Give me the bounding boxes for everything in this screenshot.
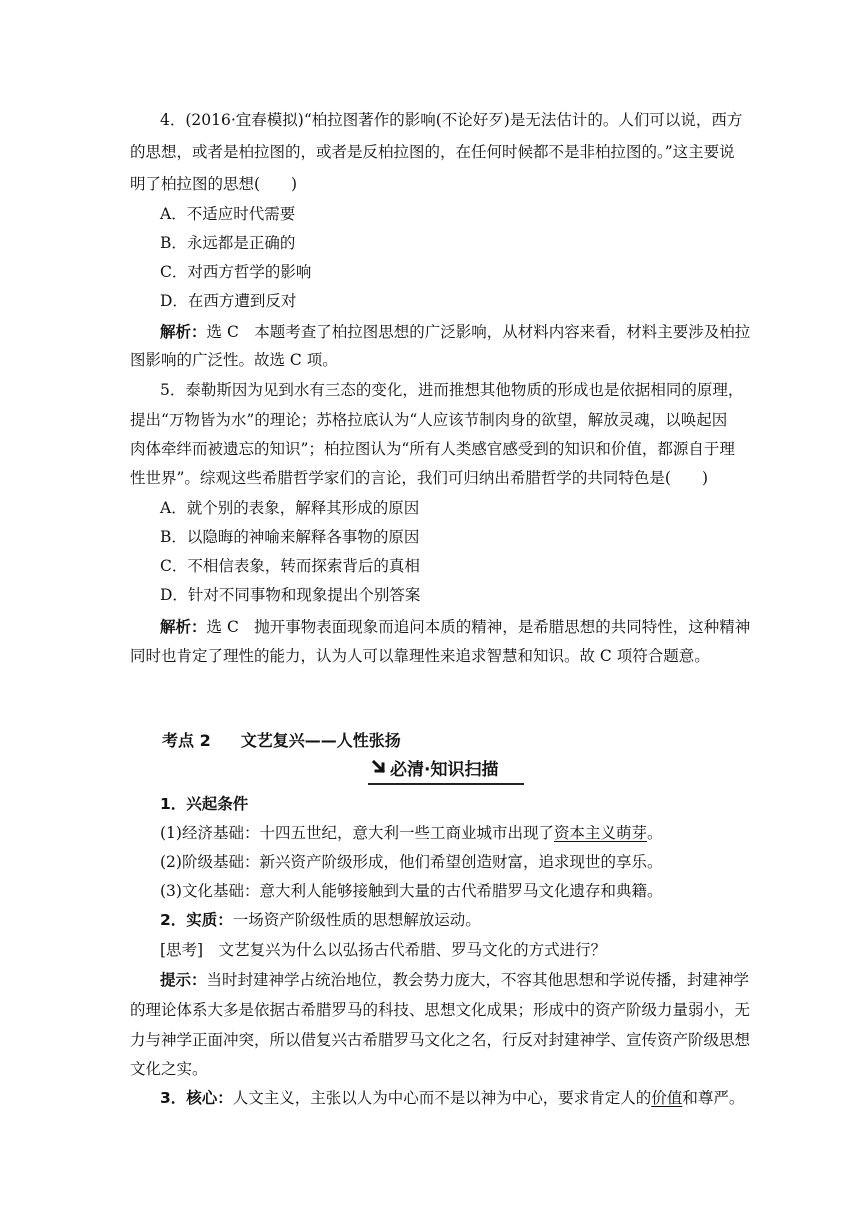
q5-option-d: D．针对不同事物和现象提出个别答案 bbox=[160, 586, 421, 604]
think-question bbox=[160, 940, 606, 960]
essence-text: 一场资产阶级性质的思想解放运动。 bbox=[232, 911, 481, 929]
analysis-label: 解析： bbox=[160, 617, 207, 636]
tip-line3: 力与神学正面冲突，所以借复兴古希腊罗马文化之名，行反对封建神学、宣传资产阶级思想 bbox=[130, 1031, 751, 1049]
q4-stem-line3: 明了柏拉图的思想( ) bbox=[130, 175, 298, 193]
essence-line bbox=[160, 910, 481, 930]
q5-option-c: C．不相信表象，转而探索背后的真相 bbox=[160, 557, 420, 575]
core-text-end: 和尊严。 bbox=[682, 1089, 745, 1107]
essence-label: 2．实质： bbox=[160, 911, 233, 929]
think-text: 文艺复兴为什么以弘扬古代希腊、罗马文化的方式进行？ bbox=[203, 941, 607, 959]
tip-line2: 的理论体系大多是依据古希腊罗马的科技、思想文化成果；形成中的资产阶级力量弱小，无 bbox=[130, 1001, 751, 1019]
q5-stem-line3: 肉体牵绊而被遗忘的知识”；柏拉图认为“所有人类感官感受到的知识和价值，都源自于理 bbox=[130, 440, 735, 458]
q4-stem-line1: 4．(2016·宜春模拟)“柏拉图著作的影响(不论好歹)是无法估计的。人们可以说，西方 bbox=[160, 111, 743, 129]
analysis-text: 选 C 本题考查了柏拉图思想的广泛影响，从材料内容来看，材料主要涉及柏拉 bbox=[206, 323, 751, 341]
analysis-text: 选 C 抛开事物表面现象而追问本质的精神，是希腊思想的共同特性，这种精神 bbox=[206, 618, 751, 636]
tip-line1 bbox=[160, 970, 749, 990]
q5-analysis-line1 bbox=[160, 617, 750, 637]
underlined-term: 价值 bbox=[651, 1089, 683, 1107]
core-line bbox=[160, 1088, 744, 1108]
punctuation: 。 bbox=[646, 824, 663, 842]
analysis-label: 解析： bbox=[160, 322, 207, 341]
tip-text: 当时封建神学占统治地位，教会势力庞大，不容其他思想和学说传播，封建神学 bbox=[206, 971, 750, 989]
underlined-term: 资本主义萌芽 bbox=[553, 824, 647, 842]
q4-analysis-line1 bbox=[160, 322, 750, 342]
heading-rise-conditions: 1．兴起条件 bbox=[160, 795, 249, 813]
core-label: 3．核心： bbox=[160, 1089, 233, 1107]
q5-stem-line4: 性世界”。综观这些希腊哲学家们的言论，我们可归纳出希腊哲学的共同特色是( ) bbox=[130, 469, 709, 487]
arrow-down-right-icon bbox=[368, 757, 390, 783]
core-text: 人文主义，主张以人为中心而不是以神为中心，要求肯定人的 bbox=[232, 1089, 652, 1107]
section-title: 文艺复兴——人性张扬 bbox=[240, 731, 401, 750]
section-heading bbox=[162, 728, 401, 751]
tip-label: 提示： bbox=[160, 970, 207, 989]
q5-analysis-line2: 同时也肯定了理性的能力，认为人可以靠理性来追求智慧和知识。故 C 项符合题意。 bbox=[130, 647, 710, 665]
q5-stem-line2: 提出“万物皆为水”的理论；苏格拉底认为“人应该节制肉身的欲望，解放灵魂，以唤起因 bbox=[130, 411, 728, 429]
think-label: [思考] bbox=[160, 941, 204, 959]
economic-basis bbox=[160, 823, 663, 843]
q4-option-a: A．不适应时代需要 bbox=[160, 205, 296, 223]
q4-option-d: D．在西方遭到反对 bbox=[160, 292, 297, 310]
q4-stem-line2: 的思想，或者是柏拉图的，或者是反柏拉图的，在任何时候都不是非柏拉图的。”这主要说 bbox=[130, 143, 735, 161]
section-number: 考点 2 bbox=[162, 731, 211, 750]
tip-line4: 文化之实。 bbox=[130, 1060, 208, 1078]
economic-basis-text: (1)经济基础：十四五世纪，意大利一些工商业城市出现了 bbox=[160, 824, 554, 842]
knowledge-scan-banner bbox=[368, 757, 524, 785]
q5-option-a: A．就个别的表象，解释其形成的原因 bbox=[160, 499, 420, 517]
q5-option-b: B．以隐晦的神喻来解释各事物的原因 bbox=[160, 528, 420, 546]
banner-title: 必清·知识扫描 bbox=[390, 760, 499, 780]
q5-stem-line1: 5．泰勒斯因为见到水有三态的变化，进而推想其他物质的形成也是依据相同的原理， bbox=[160, 381, 744, 399]
q4-analysis-line2: 图影响的广泛性。故选 C 项。 bbox=[130, 351, 338, 369]
cultural-basis: (3)文化基础：意大利人能够接触到大量的古代希腊罗马文化遗存和典籍。 bbox=[160, 882, 663, 900]
q4-option-b: B．永远都是正确的 bbox=[160, 234, 296, 252]
q4-option-c: C．对西方哲学的影响 bbox=[160, 263, 312, 281]
class-basis: (2)阶级基础：新兴资产阶级形成，他们希望创造财富，追求现世的享乐。 bbox=[160, 853, 663, 871]
